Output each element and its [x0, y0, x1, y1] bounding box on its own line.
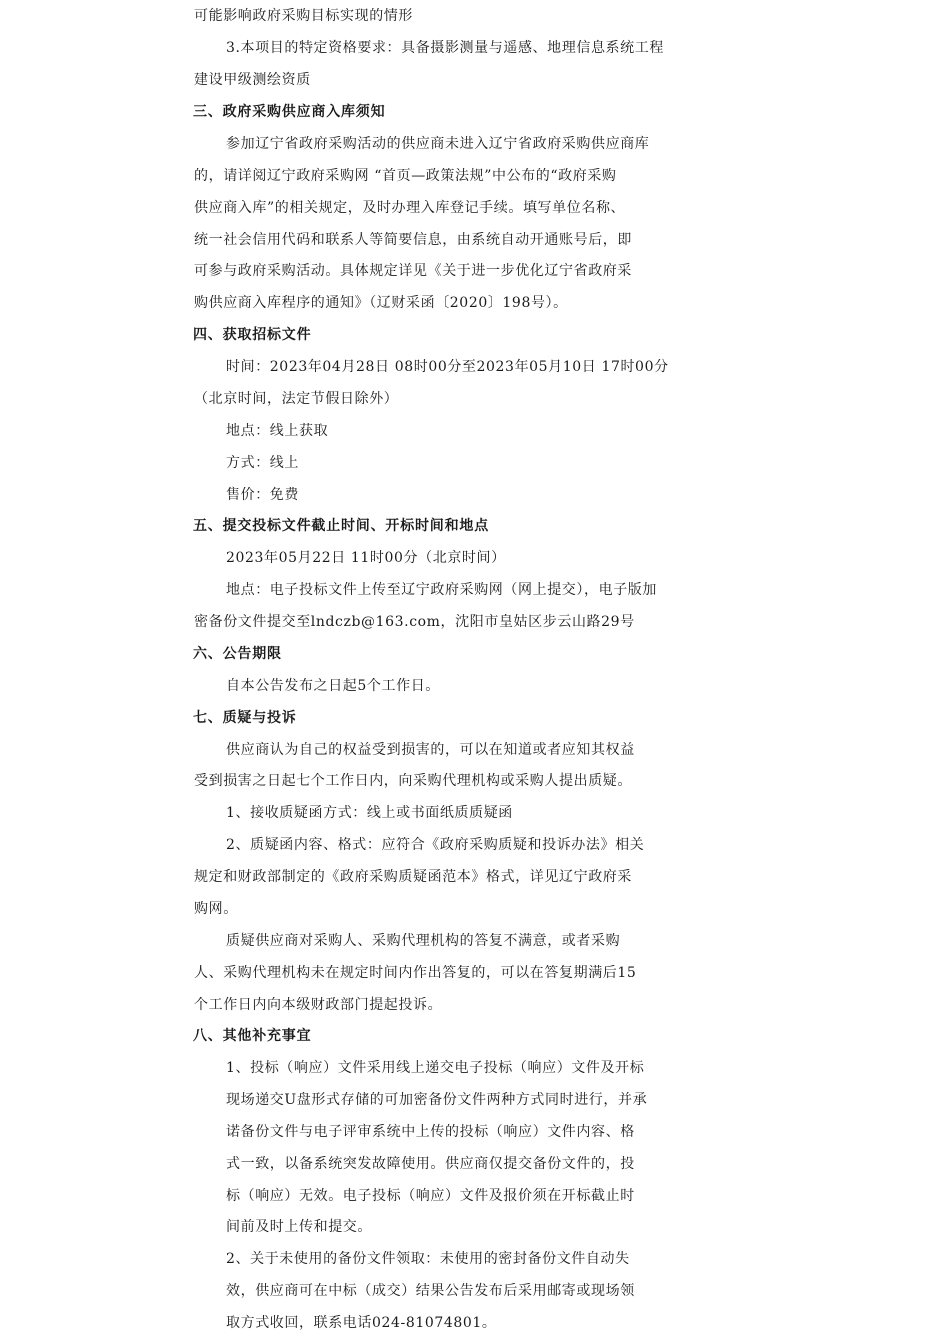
paragraph-line: 的，请详阅辽宁政府采购网 “首页—政策法规”中公布的“政府采购	[194, 168, 617, 184]
paragraph-line: 规定和财政部制定的《政府采购质疑函范本》格式，详见辽宁政府采	[194, 869, 632, 885]
paragraph-line: 方式：线上	[226, 455, 299, 471]
paragraph-line: 时间：2023年04月28日 08时00分至2023年05月10日 17时00分	[226, 359, 669, 375]
paragraph-line: 取方式收回，联系电话024-81074801。	[226, 1315, 497, 1331]
paragraph-line: 自本公告发布之日起5个工作日。	[226, 678, 440, 694]
paragraph-line: 2、关于未使用的备份文件领取：未使用的密封备份文件自动失	[226, 1251, 630, 1267]
paragraph-line: 式一致，以备系统突发故障使用。供应商仅提交备份文件的，投	[226, 1156, 635, 1172]
paragraph-line: 间前及时上传和提交。	[226, 1219, 372, 1235]
section-heading-6: 六、公告期限	[193, 646, 282, 662]
paragraph-line: 1、投标（响应）文件采用线上递交电子投标（响应）文件及开标	[226, 1060, 645, 1076]
section-heading-7: 七、质疑与投诉	[193, 710, 297, 726]
paragraph-line: （北京时间，法定节假日除外）	[194, 391, 399, 407]
paragraph-line: 1、接收质疑函方式：线上或书面纸质质疑函	[226, 805, 513, 821]
paragraph-line: 2、质疑函内容、格式：应符合《政府采购质疑和投诉办法》相关	[226, 837, 645, 853]
paragraph-line: 参加辽宁省政府采购活动的供应商未进入辽宁省政府采购供应商库	[226, 136, 650, 152]
paragraph-line: 诺备份文件与电子评审系统中上传的投标（响应）文件内容、格	[226, 1124, 635, 1140]
paragraph-line: 地点：电子投标文件上传至辽宁政府采购网（网上提交），电子版加	[226, 582, 657, 598]
paragraph-line: 效，供应商可在中标（成交）结果公告发布后采用邮寄或现场领	[226, 1283, 635, 1299]
section-heading-5: 五、提交投标文件截止时间、开标时间和地点	[193, 518, 489, 534]
paragraph-line: 标（响应）无效。电子投标（响应）文件及报价须在开标截止时	[226, 1188, 635, 1204]
paragraph-line: 密备份文件提交至lndczb@163.com，沈阳市皇姑区步云山路29号	[194, 614, 635, 630]
paragraph-line: 售价：免费	[226, 487, 299, 503]
paragraph-line: 现场递交U盘形式存储的可加密备份文件两种方式同时进行，并承	[226, 1092, 648, 1108]
paragraph-line: 个工作日内向本级财政部门提起投诉。	[194, 997, 443, 1013]
section-heading-3: 三、政府采购供应商入库须知	[193, 104, 386, 120]
paragraph-line: 3.本项目的特定资格要求：具备摄影测量与遥感、地理信息系统工程	[226, 40, 664, 56]
paragraph-line: 供应商认为自己的权益受到损害的，可以在知道或者应知其权益	[226, 742, 635, 758]
paragraph-line: 2023年05月22日 11时00分（北京时间）	[226, 550, 506, 566]
paragraph-line: 受到损害之日起七个工作日内，向采购代理机构或采购人提出质疑。	[194, 773, 632, 789]
paragraph-line: 购供应商入库程序的通知》（辽财采函〔2020〕198号）。	[194, 295, 568, 311]
section-heading-4: 四、获取招标文件	[193, 327, 312, 343]
paragraph-line: 建设甲级测绘资质	[194, 72, 311, 88]
paragraph-line: 购网。	[194, 901, 238, 917]
paragraph-line: 人、采购代理机构未在规定时间内作出答复的，可以在答复期满后15	[194, 965, 637, 981]
paragraph-line: 统一社会信用代码和联系人等简要信息，由系统自动开通账号后，即	[194, 232, 632, 248]
paragraph-line: 供应商入库”的相关规定，及时办理入库登记手续。填写单位名称、	[194, 200, 626, 216]
paragraph-line: 地点：线上获取	[226, 423, 329, 439]
paragraph-line: 可能影响政府采购目标实现的情形	[194, 8, 413, 24]
section-heading-8: 八、其他补充事宜	[193, 1028, 312, 1044]
paragraph-line: 质疑供应商对采购人、采购代理机构的答复不满意，或者采购	[226, 933, 621, 949]
paragraph-line: 可参与政府采购活动。具体规定详见《关于进一步优化辽宁省政府采	[194, 263, 632, 279]
